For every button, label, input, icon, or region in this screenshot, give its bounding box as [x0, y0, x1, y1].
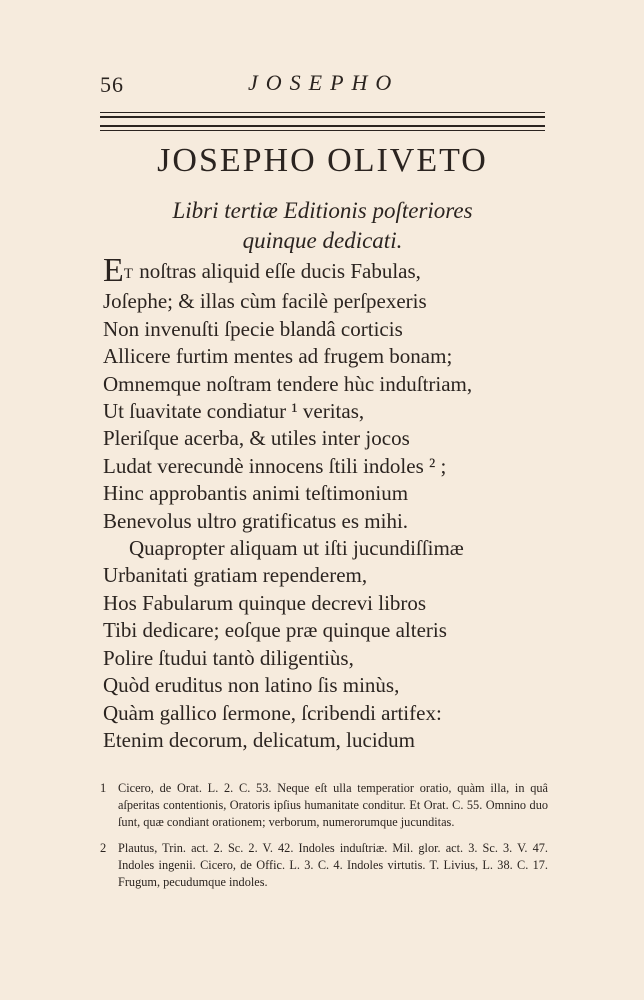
poem-first-line	[103, 252, 563, 289]
footnote-number: 1	[100, 781, 107, 795]
footnote-text: Cicero, de Orat. L. 2. C. 53. Neque eſt ulla temperatior oratio, quàm illa, in quâ aſperitas contentionis, Oratoris ipſius humanitate conditur. Et Orat. C. 55. Omnino duo ſunt, quæ condiant orationem; verborum, numerorumque jucunditas.	[118, 781, 548, 829]
poem-line: Quòd eruditus non latino ſis minùs,	[103, 673, 400, 698]
first-line-text: noſtras aliquid eſſe ducis Fabulas,	[133, 259, 421, 283]
small-cap: T	[123, 266, 134, 282]
poem-line: Polire ſtudui tantò diligentiùs,	[103, 645, 354, 670]
poem-line: Joſephe; & illas cùm facilè perſpexeris	[103, 289, 427, 314]
poem-line: Urbanitati gratiam rependerem,	[103, 563, 368, 588]
page-number: 56	[100, 72, 124, 97]
poem-text	[103, 252, 563, 754]
poem-line: Allicere furtim mentes ad frugem bonam;	[103, 344, 453, 369]
running-header	[100, 64, 545, 104]
poem-line: Etenim decorum, delicatum, lucidum	[103, 727, 415, 752]
footnote-text: Plautus, Trin. act. 2. Sc. 2. V. 42. Indoles induſtriæ. Mil. glor. act. 3. Sc. 3. V. 47. Indoles ingenii. Cicero, de Offic. L. 3. C. 4. Indoles virtutis. T. Livius, L. 38. C. 17. Frugum, pecudumque indoles.	[118, 841, 548, 889]
header-rule	[100, 130, 545, 131]
footnote-number: 2	[100, 841, 107, 855]
poem-line: Omnemque noſtram tendere hùc induſtriam,	[103, 371, 473, 396]
poem-line: Pleriſque acerba, & utiles inter jocos	[103, 426, 410, 451]
header-rule	[100, 125, 545, 127]
subtitle	[100, 196, 545, 256]
page-title: JOSEPHO OLIVETO	[157, 142, 488, 179]
drop-cap: E	[103, 252, 124, 289]
poem-line: Hinc approbantis animi teſtimonium	[103, 481, 409, 506]
footnotes	[100, 780, 548, 900]
poem-line: Ludat verecundè innocens ſtili indoles ² ;	[103, 453, 447, 478]
header-rule	[100, 116, 545, 118]
poem-line: Tibi dedicare; eoſque præ quinque alteris	[103, 618, 447, 643]
running-title: JOSEPHO	[248, 70, 400, 95]
subtitle-line: quinque dedicati.	[242, 228, 403, 253]
poem-line: Ut ſuavitate condiatur ¹ veritas,	[103, 399, 365, 424]
poem-line: Hos Fabularum quinque decrevi libros	[103, 590, 427, 615]
poem-line: Non invenuſti ſpecie blandâ corticis	[103, 316, 403, 341]
poem-line: Quapropter aliquam ut iſti jucundiſſimæ	[129, 536, 464, 561]
poem-line: Quàm gallico ſermone, ſcribendi artifex:	[103, 700, 442, 725]
footnote	[100, 840, 548, 891]
poem-line: Benevolus ultro gratificatus es mihi.	[103, 508, 409, 533]
footnote	[100, 780, 548, 831]
subtitle-line: Libri tertiæ Editionis poſteriores	[172, 198, 473, 223]
header-rule	[100, 112, 545, 113]
